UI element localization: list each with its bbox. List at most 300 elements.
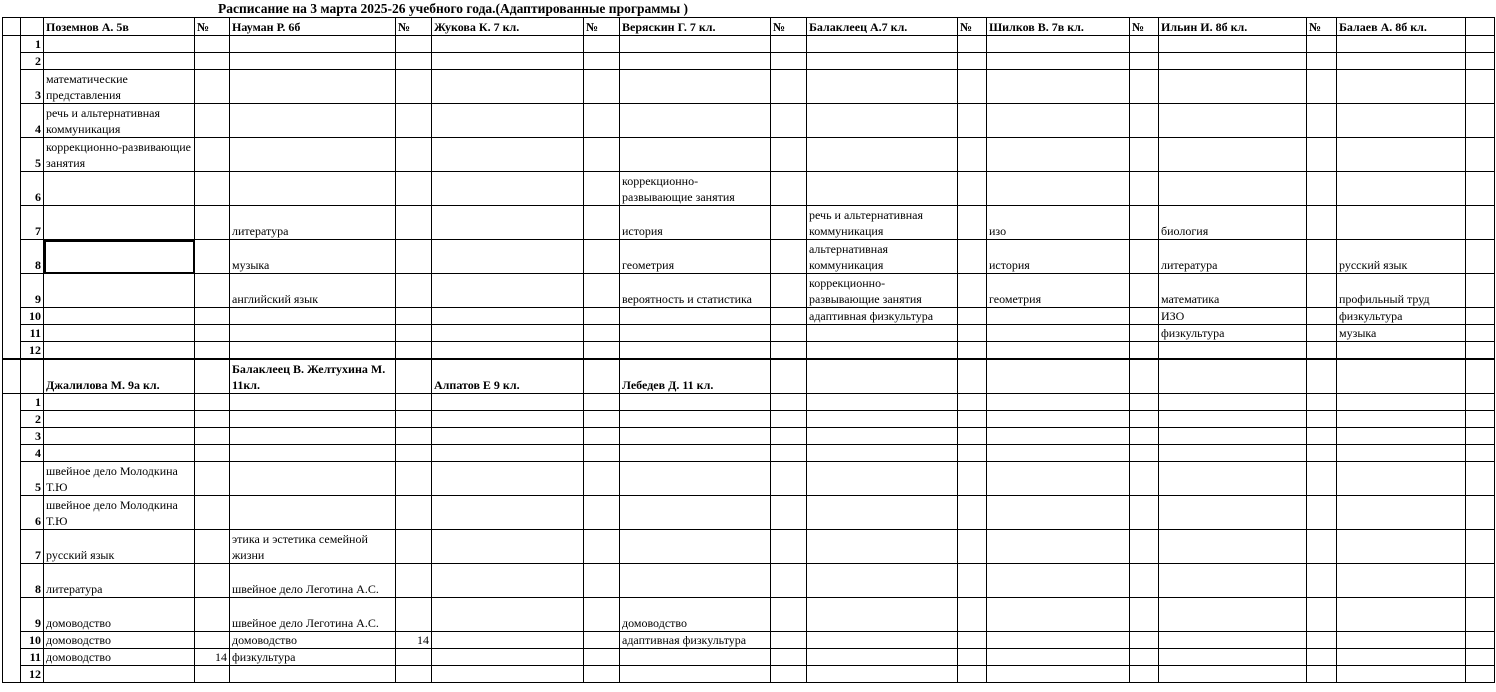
room-number-cell[interactable] <box>195 70 230 104</box>
room-number-cell[interactable] <box>1130 36 1159 53</box>
room-number-cell[interactable] <box>396 70 432 104</box>
number-column-header[interactable] <box>1130 359 1159 393</box>
room-number-cell[interactable] <box>771 104 807 138</box>
number-column-header[interactable]: № <box>771 18 807 36</box>
subject-cell[interactable]: домоводство <box>44 648 195 665</box>
number-column-header[interactable]: № <box>1307 18 1337 36</box>
lesson-number-cell[interactable]: 9 <box>21 274 44 308</box>
student-column-header[interactable]: Джалилова М. 9а кл. <box>44 359 195 393</box>
subject-cell[interactable] <box>44 665 195 682</box>
room-number-cell[interactable] <box>958 172 987 206</box>
room-number-cell[interactable] <box>584 206 620 240</box>
room-number-cell[interactable] <box>584 274 620 308</box>
room-number-cell[interactable] <box>771 206 807 240</box>
room-number-cell[interactable] <box>1466 342 1495 360</box>
room-number-cell[interactable] <box>1130 206 1159 240</box>
subject-cell[interactable]: швейное дело Молодкина Т.Ю <box>44 461 195 495</box>
subject-cell[interactable] <box>807 665 958 682</box>
room-number-cell[interactable] <box>584 325 620 342</box>
lesson-number-cell[interactable]: 11 <box>21 648 44 665</box>
corner-cell[interactable] <box>3 18 21 36</box>
subject-cell[interactable] <box>987 70 1130 104</box>
room-number-cell[interactable] <box>1307 461 1337 495</box>
room-number-cell[interactable] <box>1307 274 1337 308</box>
subject-cell[interactable] <box>230 665 396 682</box>
subject-cell[interactable] <box>1337 104 1466 138</box>
number-column-header[interactable] <box>958 359 987 393</box>
room-number-cell[interactable] <box>1466 597 1495 631</box>
subject-cell[interactable] <box>1337 70 1466 104</box>
subject-cell[interactable] <box>1159 529 1307 563</box>
subject-cell[interactable] <box>620 495 771 529</box>
room-number-cell[interactable] <box>195 53 230 70</box>
room-number-cell[interactable] <box>1466 410 1495 427</box>
subject-cell[interactable] <box>807 342 958 360</box>
subject-cell[interactable] <box>1337 597 1466 631</box>
room-number-cell[interactable] <box>195 325 230 342</box>
subject-cell[interactable] <box>1337 529 1466 563</box>
room-number-cell[interactable] <box>396 104 432 138</box>
lesson-number-cell[interactable]: 3 <box>21 70 44 104</box>
subject-cell[interactable] <box>44 410 195 427</box>
subject-cell[interactable] <box>432 325 584 342</box>
subject-cell[interactable] <box>230 410 396 427</box>
room-number-cell[interactable] <box>958 138 987 172</box>
room-number-cell[interactable] <box>584 308 620 325</box>
room-number-cell[interactable] <box>396 342 432 360</box>
subject-cell[interactable] <box>44 325 195 342</box>
room-number-cell[interactable] <box>1466 529 1495 563</box>
lesson-number-cell[interactable]: 8 <box>21 240 44 274</box>
room-number-cell[interactable] <box>396 444 432 461</box>
room-number-cell[interactable] <box>1466 36 1495 53</box>
subject-cell[interactable]: речь и альтернативная коммуникация <box>44 104 195 138</box>
corner-cell[interactable] <box>21 359 44 393</box>
room-number-cell[interactable] <box>195 36 230 53</box>
subject-cell[interactable]: история <box>987 240 1130 274</box>
room-number-cell[interactable] <box>958 274 987 308</box>
lesson-number-cell[interactable]: 10 <box>21 631 44 648</box>
room-number-cell[interactable] <box>1307 325 1337 342</box>
room-number-cell[interactable] <box>771 393 807 410</box>
number-column-header[interactable] <box>195 359 230 393</box>
room-number-cell[interactable] <box>584 70 620 104</box>
room-number-cell[interactable] <box>584 529 620 563</box>
subject-cell[interactable] <box>230 70 396 104</box>
room-number-cell[interactable] <box>1307 444 1337 461</box>
subject-cell[interactable] <box>807 444 958 461</box>
subject-cell[interactable]: русский язык <box>44 529 195 563</box>
subject-cell[interactable] <box>1159 53 1307 70</box>
subject-cell[interactable] <box>987 444 1130 461</box>
subject-cell[interactable] <box>987 631 1130 648</box>
room-number-cell[interactable] <box>584 240 620 274</box>
lesson-number-cell[interactable]: 6 <box>21 172 44 206</box>
subject-cell[interactable] <box>230 393 396 410</box>
subject-cell[interactable]: альтернативная коммуникация <box>807 240 958 274</box>
room-number-cell[interactable] <box>1307 427 1337 444</box>
subject-cell[interactable]: швейное дело Леготина А.С. <box>230 597 396 631</box>
room-number-cell[interactable] <box>1130 138 1159 172</box>
room-number-cell[interactable] <box>1466 444 1495 461</box>
subject-cell[interactable] <box>230 444 396 461</box>
room-number-cell[interactable] <box>1466 631 1495 648</box>
room-number-cell[interactable] <box>1307 138 1337 172</box>
lesson-number-cell[interactable]: 12 <box>21 665 44 682</box>
room-number-cell[interactable] <box>958 104 987 138</box>
subject-cell[interactable] <box>620 53 771 70</box>
subject-cell[interactable] <box>230 138 396 172</box>
subject-cell[interactable] <box>1159 172 1307 206</box>
subject-cell[interactable] <box>807 597 958 631</box>
room-number-cell[interactable] <box>584 444 620 461</box>
room-number-cell[interactable] <box>195 665 230 682</box>
subject-cell[interactable] <box>987 308 1130 325</box>
room-number-cell[interactable] <box>195 444 230 461</box>
room-number-cell[interactable] <box>771 70 807 104</box>
room-number-cell[interactable] <box>1466 172 1495 206</box>
number-column-header[interactable] <box>1466 18 1495 36</box>
subject-cell[interactable]: литература <box>230 206 396 240</box>
room-number-cell[interactable] <box>958 427 987 444</box>
subject-cell[interactable]: домоводство <box>44 631 195 648</box>
room-number-cell[interactable] <box>771 444 807 461</box>
subject-cell[interactable] <box>432 308 584 325</box>
student-column-header[interactable]: Жукова К. 7 кл. <box>432 18 584 36</box>
room-number-cell[interactable] <box>195 597 230 631</box>
room-number-cell[interactable] <box>1307 342 1337 360</box>
student-column-header[interactable]: Поземнов А. 5в <box>44 18 195 36</box>
subject-cell[interactable] <box>620 138 771 172</box>
student-column-header[interactable] <box>1159 359 1307 393</box>
subject-cell[interactable] <box>620 410 771 427</box>
subject-cell[interactable] <box>1159 104 1307 138</box>
room-number-cell[interactable] <box>1307 631 1337 648</box>
subject-cell[interactable] <box>620 393 771 410</box>
room-number-cell[interactable] <box>1466 206 1495 240</box>
room-number-cell[interactable] <box>584 495 620 529</box>
subject-cell[interactable] <box>987 665 1130 682</box>
room-number-cell[interactable] <box>771 325 807 342</box>
subject-cell[interactable] <box>620 70 771 104</box>
subject-cell[interactable] <box>1337 563 1466 597</box>
room-number-cell[interactable] <box>584 172 620 206</box>
subject-cell[interactable] <box>432 393 584 410</box>
subject-cell[interactable] <box>44 308 195 325</box>
room-number-cell[interactable] <box>396 274 432 308</box>
subject-cell[interactable]: геометрия <box>987 274 1130 308</box>
lesson-number-cell[interactable]: 3 <box>21 427 44 444</box>
subject-cell[interactable] <box>807 461 958 495</box>
subject-cell[interactable] <box>230 36 396 53</box>
number-column-header[interactable]: № <box>195 18 230 36</box>
room-number-cell[interactable] <box>195 342 230 360</box>
subject-cell[interactable] <box>807 325 958 342</box>
room-number-cell[interactable] <box>396 240 432 274</box>
room-number-cell[interactable]: 14 <box>195 648 230 665</box>
room-number-cell[interactable] <box>1307 172 1337 206</box>
student-column-header[interactable]: Веряскин Г. 7 кл. <box>620 18 771 36</box>
subject-cell[interactable]: адаптивная физкультура <box>620 631 771 648</box>
subject-cell[interactable] <box>432 444 584 461</box>
subject-cell[interactable] <box>807 529 958 563</box>
subject-cell[interactable] <box>1337 393 1466 410</box>
room-number-cell[interactable] <box>1307 53 1337 70</box>
room-number-cell[interactable] <box>1307 393 1337 410</box>
number-column-header[interactable] <box>1466 359 1495 393</box>
room-number-cell[interactable] <box>958 648 987 665</box>
room-number-cell[interactable] <box>584 138 620 172</box>
subject-cell[interactable]: история <box>620 206 771 240</box>
lesson-number-cell[interactable]: 10 <box>21 308 44 325</box>
room-number-cell[interactable] <box>958 342 987 360</box>
room-number-cell[interactable] <box>958 631 987 648</box>
subject-cell[interactable] <box>620 563 771 597</box>
subject-cell[interactable] <box>1337 648 1466 665</box>
subject-cell[interactable] <box>1337 410 1466 427</box>
number-column-header[interactable]: № <box>958 18 987 36</box>
subject-cell[interactable] <box>432 206 584 240</box>
room-number-cell[interactable] <box>396 206 432 240</box>
subject-cell[interactable] <box>432 529 584 563</box>
room-number-cell[interactable] <box>195 529 230 563</box>
lesson-number-cell[interactable]: 1 <box>21 36 44 53</box>
lesson-number-cell[interactable]: 5 <box>21 138 44 172</box>
room-number-cell[interactable] <box>1130 274 1159 308</box>
room-number-cell[interactable] <box>1307 665 1337 682</box>
lesson-number-cell[interactable]: 7 <box>21 206 44 240</box>
room-number-cell[interactable] <box>195 206 230 240</box>
room-number-cell[interactable] <box>1130 444 1159 461</box>
room-number-cell[interactable] <box>771 172 807 206</box>
room-number-cell[interactable] <box>958 70 987 104</box>
room-number-cell[interactable] <box>584 53 620 70</box>
room-number-cell[interactable] <box>1307 529 1337 563</box>
subject-cell[interactable] <box>807 53 958 70</box>
subject-cell[interactable] <box>1337 342 1466 360</box>
number-column-header[interactable]: № <box>1130 18 1159 36</box>
room-number-cell[interactable] <box>958 665 987 682</box>
subject-cell[interactable]: физкультура <box>230 648 396 665</box>
room-number-cell[interactable] <box>584 648 620 665</box>
subject-cell[interactable] <box>432 36 584 53</box>
room-number-cell[interactable] <box>396 461 432 495</box>
number-column-header[interactable]: № <box>584 18 620 36</box>
room-number-cell[interactable] <box>195 393 230 410</box>
subject-cell[interactable] <box>987 648 1130 665</box>
room-number-cell[interactable] <box>771 648 807 665</box>
subject-cell[interactable]: изо <box>987 206 1130 240</box>
subject-cell[interactable] <box>44 342 195 360</box>
room-number-cell[interactable] <box>584 631 620 648</box>
room-number-cell[interactable] <box>195 427 230 444</box>
room-number-cell[interactable] <box>1130 53 1159 70</box>
subject-cell[interactable] <box>230 495 396 529</box>
subject-cell[interactable] <box>807 495 958 529</box>
room-number-cell[interactable] <box>958 597 987 631</box>
subject-cell[interactable] <box>807 631 958 648</box>
subject-cell[interactable] <box>987 393 1130 410</box>
room-number-cell[interactable] <box>771 563 807 597</box>
room-number-cell[interactable] <box>584 104 620 138</box>
room-number-cell[interactable] <box>396 597 432 631</box>
room-number-cell[interactable] <box>1130 393 1159 410</box>
subject-cell[interactable] <box>432 427 584 444</box>
subject-cell[interactable] <box>987 495 1130 529</box>
subject-cell[interactable] <box>987 597 1130 631</box>
subject-cell[interactable] <box>432 665 584 682</box>
student-column-header[interactable]: Алпатов Е 9 кл. <box>432 359 584 393</box>
room-number-cell[interactable] <box>771 36 807 53</box>
room-number-cell[interactable] <box>958 325 987 342</box>
subject-cell[interactable] <box>987 427 1130 444</box>
student-column-header[interactable]: Шилков В. 7в кл. <box>987 18 1130 36</box>
student-column-header[interactable]: Ильин И. 8б кл. <box>1159 18 1307 36</box>
room-number-cell[interactable] <box>958 53 987 70</box>
subject-cell[interactable] <box>620 461 771 495</box>
subject-cell[interactable] <box>1159 410 1307 427</box>
room-number-cell[interactable] <box>1307 104 1337 138</box>
room-number-cell[interactable] <box>1130 104 1159 138</box>
room-number-cell[interactable] <box>958 308 987 325</box>
room-number-cell[interactable] <box>771 427 807 444</box>
room-number-cell[interactable] <box>1466 495 1495 529</box>
subject-cell[interactable] <box>987 53 1130 70</box>
student-column-header[interactable] <box>1337 359 1466 393</box>
subject-cell[interactable]: адаптивная физкультура <box>807 308 958 325</box>
subject-cell[interactable] <box>807 410 958 427</box>
room-number-cell[interactable] <box>1307 240 1337 274</box>
subject-cell[interactable]: этика и эстетика семейной жизни <box>230 529 396 563</box>
room-number-cell[interactable] <box>958 410 987 427</box>
subject-cell[interactable] <box>620 444 771 461</box>
subject-cell[interactable] <box>432 240 584 274</box>
subject-cell[interactable]: домоводство <box>44 597 195 631</box>
subject-cell[interactable] <box>1337 461 1466 495</box>
subject-cell[interactable] <box>1159 70 1307 104</box>
room-number-cell[interactable] <box>1130 70 1159 104</box>
room-number-cell[interactable] <box>1307 495 1337 529</box>
room-number-cell[interactable] <box>1466 563 1495 597</box>
subject-cell[interactable] <box>620 529 771 563</box>
subject-cell[interactable] <box>44 36 195 53</box>
room-number-cell[interactable] <box>1466 461 1495 495</box>
room-number-cell[interactable] <box>958 36 987 53</box>
corner-cell[interactable] <box>3 359 21 393</box>
room-number-cell[interactable] <box>771 495 807 529</box>
subject-cell[interactable] <box>1337 665 1466 682</box>
room-number-cell[interactable] <box>1307 308 1337 325</box>
room-number-cell[interactable] <box>771 138 807 172</box>
room-number-cell[interactable] <box>771 53 807 70</box>
subject-cell[interactable]: математика <box>1159 274 1307 308</box>
subject-cell[interactable] <box>44 206 195 240</box>
room-number-cell[interactable] <box>1130 563 1159 597</box>
subject-cell[interactable] <box>432 563 584 597</box>
subject-cell[interactable] <box>432 631 584 648</box>
subject-cell[interactable] <box>432 138 584 172</box>
subject-cell[interactable] <box>44 444 195 461</box>
subject-cell[interactable] <box>432 104 584 138</box>
subject-cell[interactable]: швейное дело Леготина А.С. <box>230 563 396 597</box>
subject-cell[interactable] <box>230 53 396 70</box>
room-number-cell[interactable] <box>1130 410 1159 427</box>
subject-cell[interactable] <box>44 172 195 206</box>
room-number-cell[interactable] <box>1466 393 1495 410</box>
room-number-cell[interactable] <box>195 104 230 138</box>
subject-cell[interactable] <box>432 53 584 70</box>
student-column-header[interactable] <box>987 359 1130 393</box>
room-number-cell[interactable] <box>1466 240 1495 274</box>
subject-cell[interactable] <box>1159 342 1307 360</box>
number-column-header[interactable] <box>396 359 432 393</box>
room-number-cell[interactable] <box>1466 308 1495 325</box>
room-number-cell[interactable] <box>195 495 230 529</box>
room-number-cell[interactable] <box>1130 461 1159 495</box>
student-column-header[interactable] <box>807 359 958 393</box>
room-number-cell[interactable] <box>584 393 620 410</box>
subject-cell[interactable] <box>432 461 584 495</box>
subject-cell[interactable] <box>1337 36 1466 53</box>
room-number-cell[interactable] <box>958 495 987 529</box>
subject-cell[interactable] <box>620 325 771 342</box>
subject-cell[interactable] <box>987 342 1130 360</box>
subject-cell[interactable] <box>44 53 195 70</box>
subject-cell[interactable]: английский язык <box>230 274 396 308</box>
subject-cell[interactable]: музыка <box>230 240 396 274</box>
subject-cell[interactable] <box>807 104 958 138</box>
room-number-cell[interactable] <box>1130 325 1159 342</box>
room-number-cell[interactable] <box>396 53 432 70</box>
subject-cell[interactable] <box>987 410 1130 427</box>
day-label-cell[interactable] <box>3 36 21 360</box>
subject-cell[interactable] <box>807 36 958 53</box>
room-number-cell[interactable] <box>195 240 230 274</box>
room-number-cell[interactable] <box>584 427 620 444</box>
subject-cell[interactable] <box>807 393 958 410</box>
student-column-header[interactable]: Балаклеец А.7 кл. <box>807 18 958 36</box>
subject-cell[interactable] <box>620 308 771 325</box>
subject-cell[interactable] <box>432 274 584 308</box>
room-number-cell[interactable] <box>1307 563 1337 597</box>
subject-cell[interactable] <box>620 104 771 138</box>
room-number-cell[interactable] <box>1307 206 1337 240</box>
room-number-cell[interactable] <box>1307 648 1337 665</box>
room-number-cell[interactable] <box>958 206 987 240</box>
room-number-cell[interactable] <box>1466 427 1495 444</box>
subject-cell[interactable] <box>1337 206 1466 240</box>
lesson-number-cell[interactable]: 2 <box>21 53 44 70</box>
room-number-cell[interactable] <box>396 172 432 206</box>
room-number-cell[interactable] <box>958 461 987 495</box>
subject-cell[interactable] <box>432 495 584 529</box>
subject-cell[interactable] <box>1159 631 1307 648</box>
lesson-number-cell[interactable]: 5 <box>21 461 44 495</box>
room-number-cell[interactable] <box>771 274 807 308</box>
subject-cell[interactable] <box>44 274 195 308</box>
subject-cell[interactable] <box>987 325 1130 342</box>
subject-cell[interactable] <box>1159 393 1307 410</box>
room-number-cell[interactable] <box>771 529 807 563</box>
room-number-cell[interactable] <box>195 410 230 427</box>
number-column-header[interactable] <box>1307 359 1337 393</box>
room-number-cell[interactable] <box>396 308 432 325</box>
room-number-cell[interactable] <box>958 529 987 563</box>
room-number-cell[interactable] <box>771 342 807 360</box>
room-number-cell[interactable] <box>771 308 807 325</box>
subject-cell[interactable]: речь и альтернативная коммуникация <box>807 206 958 240</box>
lesson-number-cell[interactable]: 8 <box>21 563 44 597</box>
